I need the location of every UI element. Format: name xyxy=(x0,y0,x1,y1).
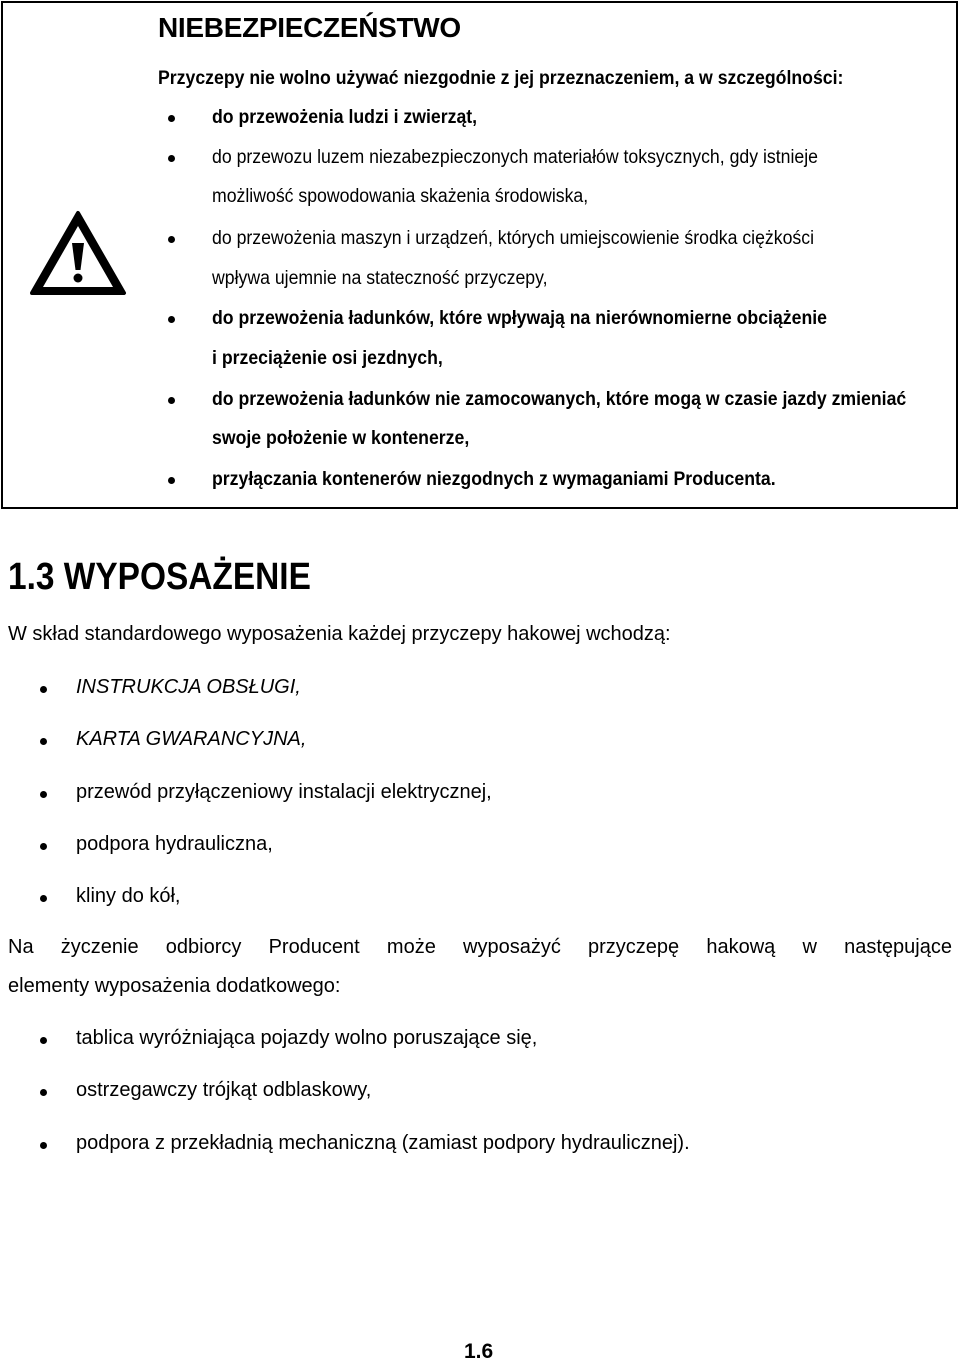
danger-item: do przewożenia maszyn i urządzeń, których umiejscowienie środka ciężkości xyxy=(212,228,815,249)
danger-bullet xyxy=(168,155,175,162)
paragraph-word: wyposażyć xyxy=(463,936,561,958)
list-bullet xyxy=(40,843,47,850)
danger-item: i przeciążenie osi jezdnych, xyxy=(212,348,443,369)
list-item: INSTRUKCJA OBSŁUGI, xyxy=(76,676,301,698)
danger-item: do przewożenia ładunków nie zamocowanych, które mogą w czasie jazdy zmieniać xyxy=(212,389,907,410)
danger-bullet xyxy=(168,316,175,323)
paragraph-word: hakową xyxy=(706,936,776,958)
danger-title: NIEBEZPIECZEŃSTWO xyxy=(158,12,461,43)
danger-bullet xyxy=(168,115,175,122)
optional-intro-line1 xyxy=(8,936,952,959)
paragraph-word: w xyxy=(802,936,817,958)
optional-intro-line2: elementy wyposażenia dodatkowego: xyxy=(8,975,341,997)
paragraph-word: odbiorcy xyxy=(165,936,242,958)
danger-item: przyłączania kontenerów niezgodnych z wymaganiami Producenta. xyxy=(212,469,776,490)
list-item: podpora hydrauliczna, xyxy=(76,833,273,855)
paragraph-word: może xyxy=(386,936,436,958)
paragraph-word: przyczepę xyxy=(588,936,680,958)
danger-item: wpływa ujemnie na stateczność przyczepy, xyxy=(212,268,548,289)
danger-item: do przewożenia ładunków, które wpływają na nierównomierne obciążenie xyxy=(212,308,827,329)
danger-bullet xyxy=(168,477,175,484)
danger-intro: Przyczepy nie wolno używać niezgodnie z jej przeznaczeniem, a w szczególności: xyxy=(158,68,844,89)
danger-bullet xyxy=(168,397,175,404)
danger-item: swoje położenie w kontenerze, xyxy=(212,428,470,449)
list-bullet xyxy=(40,1089,47,1096)
danger-item: do przewozu luzem niezabezpieczonych materiałów toksycznych, gdy istnieje xyxy=(212,147,818,168)
list-bullet xyxy=(40,895,47,902)
paragraph-word: następujące xyxy=(844,936,952,958)
page-number: 1.6 xyxy=(464,1340,494,1362)
danger-bullet xyxy=(168,236,175,243)
danger-item: do przewożenia ludzi i zwierząt, xyxy=(212,107,478,128)
list-item: kliny do kół, xyxy=(76,885,181,907)
paragraph-word: Na xyxy=(8,936,34,958)
list-item: podpora z przekładnią mechaniczną (zamiast podpory hydraulicznej). xyxy=(76,1132,690,1154)
paragraph-word: Producent xyxy=(268,936,360,958)
list-bullet xyxy=(40,686,47,693)
list-bullet xyxy=(40,1037,47,1044)
paragraph-word: życzenie xyxy=(60,936,139,958)
section-title: 1.3 WYPOSAŻENIE xyxy=(8,556,311,598)
list-item: przewód przyłączeniowy instalacji elektrycznej, xyxy=(76,781,492,803)
list-bullet xyxy=(40,791,47,798)
list-bullet xyxy=(40,1142,47,1149)
list-item: KARTA GWARANCYJNA, xyxy=(76,728,307,750)
standard-intro: W skład standardowego wyposażenia każdej przyczepy hakowej wchodzą: xyxy=(8,623,671,645)
list-bullet xyxy=(40,738,47,745)
warning-triangle-icon xyxy=(29,210,127,297)
list-item: tablica wyróżniająca pojazdy wolno poruszające się, xyxy=(76,1027,538,1049)
list-item: ostrzegawczy trójkąt odblaskowy, xyxy=(76,1079,372,1101)
danger-item: możliwość spowodowania skażenia środowiska, xyxy=(212,186,589,207)
